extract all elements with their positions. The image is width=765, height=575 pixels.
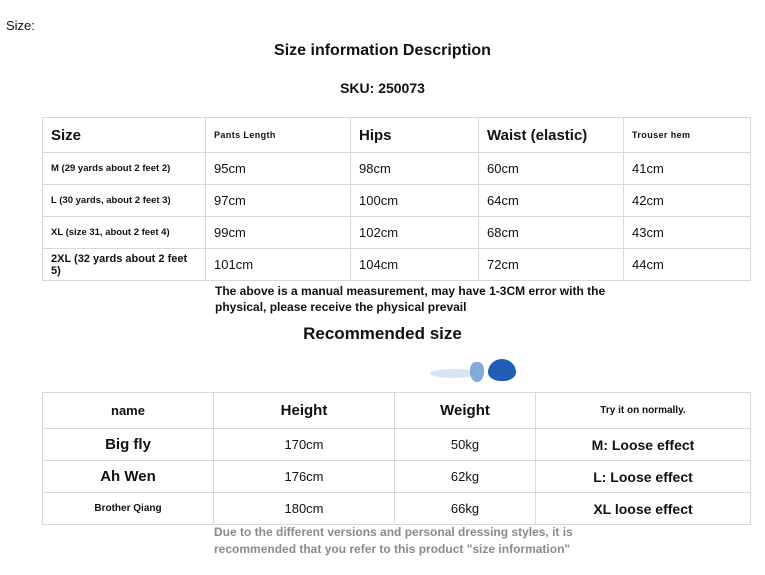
- cell-hem: 43cm: [624, 217, 751, 249]
- cell-waist: 72cm: [479, 249, 624, 281]
- cell-pants-length: 95cm: [206, 153, 351, 185]
- cell-pants-length: 101cm: [206, 249, 351, 281]
- header-try-on: Try it on normally.: [536, 393, 751, 429]
- table-row: [43, 461, 751, 493]
- cell-height: 176cm: [214, 461, 395, 493]
- table-row: [43, 185, 751, 217]
- cell-weight: 62kg: [395, 461, 536, 493]
- size-table: [42, 117, 751, 281]
- sku-text: SKU: 250073: [340, 80, 425, 96]
- cell-waist: 60cm: [479, 153, 624, 185]
- cell-hem: 42cm: [624, 185, 751, 217]
- table-row: [43, 217, 751, 249]
- cell-hips: 100cm: [351, 185, 479, 217]
- cell-effect: L: Loose effect: [536, 461, 751, 493]
- table-row: [43, 249, 751, 281]
- table-header-row: [43, 393, 751, 429]
- header-pants-length: Pants Length: [206, 118, 351, 153]
- page-title: Size information Description: [274, 42, 491, 59]
- table-row: [43, 493, 751, 525]
- cell-height: 170cm: [214, 429, 395, 461]
- cell-pants-length: 99cm: [206, 217, 351, 249]
- cell-name: Brother Qiang: [43, 493, 214, 525]
- cell-hips: 102cm: [351, 217, 479, 249]
- header-trouser-hem: Trouser hem: [624, 118, 751, 153]
- cell-effect: M: Loose effect: [536, 429, 751, 461]
- cell-waist: 68cm: [479, 217, 624, 249]
- cell-name: Ah Wen: [43, 461, 214, 493]
- cell-size: 2XL (32 yards about 2 feet 5): [43, 249, 206, 281]
- measurement-note: The above is a manual measurement, may have 1-3CM error with the physical, please receive the physical prevail: [215, 284, 606, 314]
- cell-hem: 41cm: [624, 153, 751, 185]
- cell-effect: XL loose effect: [536, 493, 751, 525]
- header-height: Height: [214, 393, 395, 429]
- cell-height: 180cm: [214, 493, 395, 525]
- cell-size: XL (size 31, about 2 feet 4): [43, 217, 206, 249]
- cell-name: Big fly: [43, 429, 214, 461]
- size-label: Size:: [6, 18, 35, 33]
- header-size: Size: [43, 118, 206, 153]
- header-waist: Waist (elastic): [479, 118, 624, 153]
- cell-size: L (30 yards, about 2 feet 3): [43, 185, 206, 217]
- cell-waist: 64cm: [479, 185, 624, 217]
- decorative-graphic: [430, 356, 520, 388]
- cell-weight: 50kg: [395, 429, 536, 461]
- bottom-note: Due to the different versions and personal dressing styles, it is recommended that you refer to this product "size information": [214, 525, 573, 556]
- recommended-size-title: Recommended size: [303, 324, 462, 343]
- header-hips: Hips: [351, 118, 479, 153]
- header-weight: Weight: [395, 393, 536, 429]
- header-name: name: [43, 393, 214, 429]
- cell-pants-length: 97cm: [206, 185, 351, 217]
- cell-weight: 66kg: [395, 493, 536, 525]
- cell-size: M (29 yards about 2 feet 2): [43, 153, 206, 185]
- cell-hips: 104cm: [351, 249, 479, 281]
- table-row: [43, 429, 751, 461]
- recommended-size-table: [42, 392, 751, 525]
- table-header-row: [43, 118, 751, 153]
- cell-hem: 44cm: [624, 249, 751, 281]
- cell-hips: 98cm: [351, 153, 479, 185]
- table-row: [43, 153, 751, 185]
